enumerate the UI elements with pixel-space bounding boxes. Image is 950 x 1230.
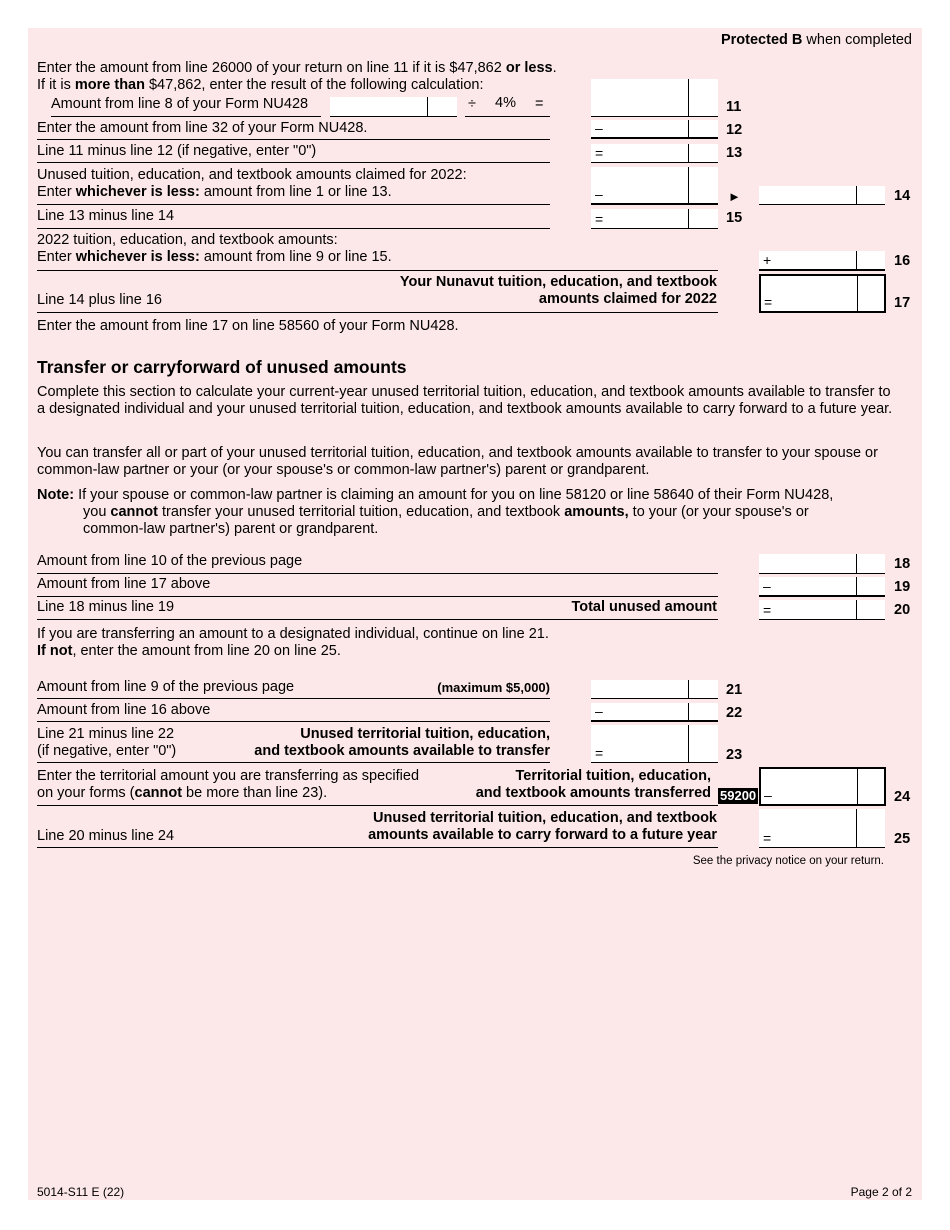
cents-divider (856, 809, 857, 847)
line-17-bold-2: amounts claimed for 2022 (538, 291, 717, 307)
line-18-input[interactable] (759, 554, 885, 574)
cents-divider (688, 120, 689, 137)
note-line-3: common-law partner's) parent or grandparent. (83, 521, 379, 537)
line-24-input[interactable] (759, 767, 886, 806)
cents-divider (857, 769, 858, 804)
text: If your spouse or common-law partner is claiming an amount for you on line 58120 or line 58640 of their Form NU428, (74, 487, 834, 503)
equals-sign: = (595, 145, 604, 161)
form-identifier: 5014-S11 E (22) (37, 1185, 125, 1199)
continue-instruction-2 (37, 643, 341, 660)
text: to your (or your spouse's or (628, 504, 809, 520)
line-13-input[interactable] (591, 144, 718, 163)
text-bold: cannot (110, 504, 158, 520)
text: If it is (37, 77, 75, 93)
line-19-underline (37, 596, 718, 597)
plus-sign: + (763, 252, 772, 268)
line-14-label-2 (37, 184, 392, 201)
line-21-maximum: (maximum $5,000) (437, 680, 550, 695)
cents-divider (856, 251, 857, 269)
text-bold: If not (37, 643, 73, 659)
line-number-19: 19 (894, 579, 911, 595)
text: on your forms ( (37, 785, 135, 801)
continue-instruction-1: If you are transferring an amount to a designated individual, continue on line 21. (37, 626, 549, 642)
cents-divider (688, 144, 689, 162)
line-20-label: Line 18 minus line 19 (37, 599, 175, 615)
line-25-input[interactable] (759, 809, 885, 848)
text: transfer your unused territorial tuition, education, and textbook (157, 504, 565, 520)
arrow-right-icon: ► (728, 189, 741, 204)
intro-line-2 (37, 77, 484, 94)
line-23-input[interactable] (591, 725, 718, 763)
text: . (552, 60, 557, 76)
line-21-underline (37, 698, 550, 699)
calc-divide-sign: ÷ (468, 96, 476, 112)
cents-divider (688, 209, 689, 228)
line-code-59200: 59200 (720, 788, 757, 803)
cents-divider (688, 680, 689, 698)
cents-divider (856, 186, 857, 204)
cents-divider (688, 725, 689, 762)
calc-label: Amount from line 8 of your Form NU428 (51, 96, 309, 112)
line-number-23: 23 (726, 747, 743, 763)
line-number-11: 11 (726, 99, 742, 115)
protected-b-rest: when completed (802, 32, 912, 48)
line-16-underline (37, 270, 718, 271)
line-20-bold: Total unused amount (571, 599, 717, 615)
section-paragraph-2: You can transfer all or part of your unused territorial tuition, education, and textbook amounts available to transfer to your spouse or common-law partner or your (or your spouse's or common-law partner's) parent or grandparent. (37, 445, 878, 478)
cents-divider (688, 79, 689, 116)
line-number-22: 22 (726, 705, 743, 721)
text-bold: more than (74, 77, 145, 93)
text: $47,862, enter the result of the following calculation: (144, 77, 484, 93)
line-18-underline (37, 573, 718, 574)
line-number-25: 25 (894, 831, 911, 847)
line-number-12: 12 (726, 122, 743, 138)
text: amount from line 9 or line 15. (199, 249, 392, 265)
line-25-underline (37, 847, 718, 848)
protected-b-bold: Protected B (720, 32, 803, 48)
line-number-24: 24 (894, 789, 911, 805)
page-number: Page 2 of 2 (850, 1185, 912, 1199)
line-23-label-1: Line 21 minus line 22 (37, 726, 175, 742)
line-25-label: Line 20 minus line 24 (37, 828, 175, 844)
text-bold: amounts, (564, 504, 629, 520)
line-25-bold-2: amounts available to carry forward to a future year (368, 827, 717, 843)
line-12-label: Enter the amount from line 32 of your Form NU428. (37, 120, 368, 136)
minus-sign: – (764, 787, 772, 803)
minus-sign: – (595, 186, 603, 202)
cents-divider (856, 577, 857, 595)
intro-line-1 (37, 60, 557, 77)
line-15-label: Line 13 minus line 14 (37, 208, 175, 224)
cents-divider (856, 600, 857, 619)
line-23-label-2: (if negative, enter "0") (37, 743, 177, 759)
text: you (83, 504, 111, 520)
text-bold: whichever is less: (75, 249, 200, 265)
line-17-bold-1: Your Nunavut tuition, education, and textbook (399, 274, 717, 290)
line-number-13: 13 (726, 145, 743, 161)
minus-sign: – (595, 703, 603, 719)
line-21-label: Amount from line 9 of the previous page (37, 679, 295, 695)
line-23-bold-1: Unused territorial tuition, education, (300, 726, 550, 742)
text: , enter the amount from line 20 on line 25. (72, 643, 341, 659)
equals-sign: = (763, 830, 772, 846)
cents-divider (427, 97, 428, 116)
cents-divider (856, 554, 857, 573)
cents-divider (857, 276, 858, 311)
line-number-18: 18 (894, 556, 911, 572)
line-19-label: Amount from line 17 above (37, 576, 211, 592)
line-14-label-1: Unused tuition, education, and textbook amounts claimed for 2022: (37, 167, 467, 183)
minus-sign: – (763, 578, 771, 594)
cents-divider (688, 703, 689, 720)
line-15-underline (37, 228, 550, 229)
equals-sign: = (763, 602, 772, 618)
line-20-input[interactable] (759, 600, 885, 620)
line-25-bold-1: Unused territorial tuition, education, and textbook (373, 810, 717, 826)
line-22-label: Amount from line 16 above (37, 702, 211, 718)
line-19-input[interactable] (759, 577, 885, 597)
line-number-14: 14 (894, 188, 911, 204)
privacy-notice: See the privacy notice on your return. (692, 855, 884, 867)
calc-equals: = (535, 96, 544, 112)
line-12-underline (37, 139, 550, 140)
protected-b-notice (721, 32, 912, 49)
minus-sign: – (595, 120, 603, 136)
line-11-input[interactable] (591, 79, 718, 117)
equals-sign: = (595, 211, 604, 227)
line-24-bold-1: Territorial tuition, education, (515, 768, 711, 784)
line-24-bold-2: and textbook amounts transferred (475, 785, 711, 801)
line-16-input[interactable] (759, 251, 885, 271)
note-label: Note: (37, 487, 75, 503)
line-22-underline (37, 721, 550, 722)
text: be more than line 23). (182, 785, 328, 801)
line-number-16: 16 (894, 253, 911, 269)
line-24-label-2 (37, 785, 327, 802)
text-bold: whichever is less: (75, 184, 200, 200)
line-number-15: 15 (726, 210, 743, 226)
text: Enter (37, 249, 76, 265)
line-15-input[interactable] (591, 209, 718, 229)
line-18-label: Amount from line 10 of the previous page (37, 553, 303, 569)
calc-percent: 4% (495, 95, 516, 111)
text-bold: or less (505, 60, 553, 76)
text: Enter the amount from line 26000 of your return on line 11 if it is $47,862 (37, 60, 506, 76)
equals-sign: = (595, 745, 604, 761)
line-17-label: Line 14 plus line 16 (37, 292, 162, 308)
text: amount from line 1 or line 13. (199, 184, 392, 200)
line-12-input[interactable] (591, 120, 718, 139)
calc-op-underline (465, 116, 550, 117)
line-24-underline (37, 805, 718, 806)
line-23-underline (37, 762, 550, 763)
note-line-2 (83, 504, 809, 521)
line-number-20: 20 (894, 602, 911, 618)
line-number-17: 17 (894, 295, 911, 311)
section-paragraph-1: Complete this section to calculate your current-year unused territorial tuition, education, and textbook amounts available to transfer to a designated individual and your unused territorial tuition, education, and textbook amounts available to carry forward to a future year. (37, 384, 893, 417)
line-24-label-1: Enter the territorial amount you are transferring as specified (37, 768, 420, 784)
section-title: Transfer or carryforward of unused amounts (37, 357, 407, 377)
line-22-input[interactable] (591, 703, 718, 722)
text: Enter (37, 184, 76, 200)
line-number-21: 21 (726, 682, 743, 698)
line-17-instruction: Enter the amount from line 17 on line 58560 of your Form NU428. (37, 318, 459, 334)
line-14-left-input[interactable] (591, 167, 718, 205)
line-16-label-2 (37, 249, 392, 266)
cents-divider (688, 167, 689, 203)
line-17-input[interactable] (759, 274, 886, 313)
line-20-underline (37, 619, 718, 620)
line-23-bold-2: and textbook amounts available to transfer (254, 743, 550, 759)
calc-amount-input[interactable] (330, 97, 457, 117)
line-17-underline (37, 312, 718, 313)
line-14-input[interactable] (759, 186, 885, 205)
calc-underline (51, 116, 321, 117)
line-13-label: Line 11 minus line 12 (if negative, enter "0") (37, 143, 317, 159)
line-16-label-1: 2022 tuition, education, and textbook amounts: (37, 232, 338, 248)
equals-sign: = (764, 294, 773, 310)
line-14-underline (37, 204, 550, 205)
line-13-underline (37, 162, 550, 163)
line-21-input[interactable] (591, 680, 718, 699)
text-bold: cannot (134, 785, 183, 801)
note-line-1 (37, 487, 833, 504)
